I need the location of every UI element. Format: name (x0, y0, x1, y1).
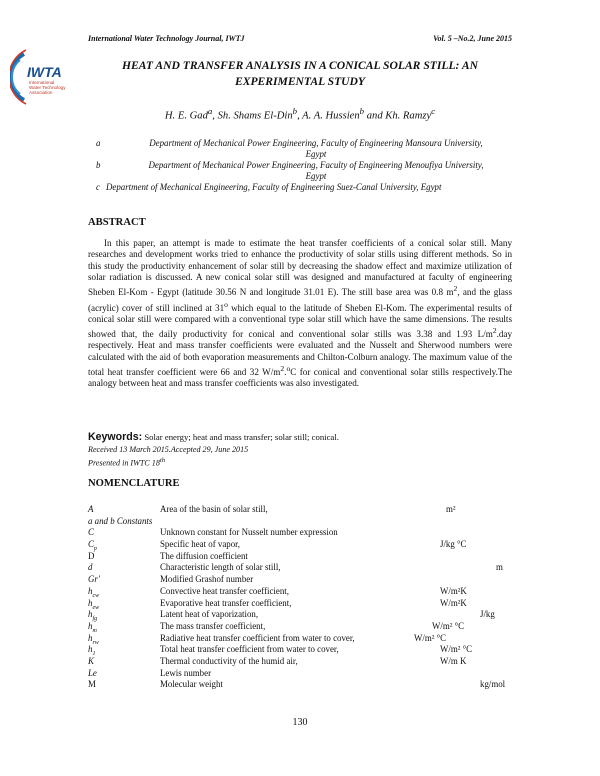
nomenclature-description: Latent heat of vaporization, (160, 609, 259, 620)
keywords-label: Keywords: (88, 431, 143, 443)
nomenclature-row (88, 656, 512, 668)
logo-line2: Water Technology (29, 85, 66, 90)
superscript: 2 (453, 284, 458, 294)
nomenclature-description: Radiative heat transfer coefficient from water to cover, (160, 632, 355, 643)
superscript: o (286, 364, 291, 374)
nomenclature-unit: J/kg (480, 609, 495, 620)
nomenclature-row (88, 539, 512, 551)
nomenclature-row (88, 644, 512, 656)
nomenclature-row (88, 668, 512, 680)
author-separator: and (364, 110, 386, 122)
nomenclature-unit: W/m²K (440, 597, 467, 608)
nomenclature-description: Evaporative heat transfer coefficient, (160, 597, 292, 608)
nomenclature-row (88, 574, 512, 586)
received-date: Received 13 March 2015.Accepted 29, June 2015 (88, 445, 249, 454)
author-name: A. A. Hussien (302, 110, 360, 122)
running-head (88, 34, 512, 46)
nomenclature-symbol: $h_{rw}$ (88, 632, 99, 646)
nomenclature-description: Lewis number (160, 667, 212, 678)
nomenclature-symbol: d (88, 562, 93, 573)
superscript: th (159, 457, 166, 464)
nomenclature-description: Unknown constant for Nusselt number expression (160, 527, 338, 538)
presented-text: Presented in IWTC 18 (88, 458, 160, 468)
nomenclature-symbol: $h_{fg}$ (88, 609, 98, 622)
nomenclature-row (88, 633, 512, 645)
logo-line1: International (29, 80, 55, 85)
author-affil-mark: c (431, 106, 436, 116)
superscript: 2 (280, 364, 285, 374)
logo-line3: Association (29, 90, 53, 95)
author-separator: , (212, 110, 218, 122)
nomenclature-unit: m (496, 562, 503, 573)
author-list (90, 106, 510, 122)
abstract-heading: ABSTRACT (88, 217, 146, 228)
nomenclature-symbol: $h_1$ (88, 644, 96, 658)
page-number: 130 (292, 717, 308, 728)
affiliation-text: Department of Mechanical Power Engineering, Faculty of Engineering Menoufiya University, (148, 160, 484, 170)
title-line-1: HEAT AND TRANSFER ANALYSIS IN A CONICAL SOLAR STILL: AN (122, 59, 478, 72)
logo-main-text: IWTA (27, 64, 62, 80)
nomenclature-description: Convective heat transfer coefficient, (160, 585, 289, 596)
nomenclature-row (88, 516, 512, 528)
nomenclature-description: Total heat transfer coefficient from water to cover, (160, 644, 339, 655)
nomenclature-row (88, 562, 512, 574)
affiliation-list (96, 138, 526, 193)
author-name: Sh. Shams El-Din (217, 110, 293, 122)
author-separator: , (297, 110, 303, 122)
author-affil-mark: a (207, 106, 213, 116)
presented-at (88, 455, 248, 469)
affiliation-b (96, 160, 526, 182)
author-affil-mark: b (359, 106, 365, 116)
abstract-text (88, 238, 512, 390)
nomenclature-description: Modified Grashof number (160, 574, 254, 585)
nomenclature-row (88, 586, 512, 598)
nomenclature-row (88, 527, 512, 539)
nomenclature-heading: NOMENCLATURE (88, 478, 180, 489)
nomenclature-symbol: K (88, 655, 94, 666)
nomenclature-unit: W/m²K (440, 585, 467, 596)
nomenclature-unit: m² (446, 504, 456, 514)
title-line-2: EXPERIMENTAL STUDY (234, 75, 366, 88)
affiliation-letter: a (96, 138, 101, 148)
affiliation-country: Egypt (305, 149, 327, 159)
nomenclature-row (88, 598, 512, 610)
nomenclature-unit: W/m² °C (440, 644, 473, 655)
affiliation-letter: b (96, 160, 101, 170)
volume-info: Vol. 5 –No.2, June 2015 (433, 34, 512, 43)
nomenclature-symbol: $C_p$ (88, 539, 97, 552)
affiliation-a (96, 138, 526, 160)
nomenclature-symbol: M (88, 679, 96, 690)
nomenclature-description: Molecular weight (160, 679, 223, 690)
nomenclature-unit: W/m² °C (414, 632, 447, 643)
nomenclature-row (88, 609, 512, 621)
abstract-segment: which equal to the latitude of Sheben El-Kom. The experimental results of conical solar still were compared with a conventional type solar still which have the same dimensions. The results showed that, the daily productivity for conical and conventional solar stills was 3.38 and 1.93 L/m (88, 302, 512, 340)
nomenclature-row (88, 621, 512, 633)
nomenclature-description: The diffusion coefficient (160, 550, 248, 561)
abstract-segment: , and the glass (acrylic) cover of still inclined at 31 (88, 287, 512, 313)
nomenclature-row (88, 504, 512, 516)
nomenclature-row (88, 679, 512, 691)
nomenclature-symbol: A (88, 504, 94, 514)
nomenclature-row (88, 551, 512, 563)
keywords (88, 431, 512, 443)
abstract-segment: .day respectively. Heat and mass transfer coefficients were evaluated and the Nusselt and Sherwood numbers were calculated with the aid of both evaporation measurements and Chilton-Colburn analogy. The maximum value of the total heat transfer coefficient were 66 and 32 W/m (88, 329, 512, 378)
iwta-logo (10, 46, 70, 108)
publication-dates (88, 444, 248, 469)
affiliation-text: Department of Mechanical Power Engineering, Faculty of Engineering Mansoura University, (149, 138, 483, 148)
nomenclature-unit: W/m² °C (432, 620, 465, 631)
nomenclature-description: Area of the basin of solar still, (160, 504, 268, 514)
keywords-text: Solar energy; heat and mass transfer; solar still; conical. (142, 432, 339, 442)
paper-title (90, 58, 510, 90)
nomenclature-symbol: a and b Constants (88, 515, 153, 526)
nomenclature-symbol: $h_{ew}$ (88, 597, 100, 611)
abstract-segment: C for conical and conventional solar stills respectively.The analogy between heat and mass transfer coefficients was also investigated. (88, 367, 512, 389)
nomenclature-unit: J/kg °C (440, 539, 467, 550)
nomenclature-unit: kg/mol (480, 679, 506, 690)
abstract-segment: In this paper, an attempt is made to estimate the heat transfer coefficients of a conical solar still. Many researches and development works tried to enhance the productivity of solar stills using different methods. So in this study the productivity enhancement of solar still by decreasing the shadow effect and maximize utilization of solar radiation is discussed. A new conical solar still was designed and manufactured at faculty of engineering Sheben El-Kom - Egypt (latitude 30.56 N and longitude 31.01 E). The still base area was 0.8 m (88, 238, 512, 298)
journal-name: International Water Technology Journal, IWTJ (88, 34, 245, 43)
nomenclature-symbol: Gr' (88, 574, 100, 585)
nomenclature-symbol: D (88, 550, 95, 561)
author-name: Kh. Ramzy (385, 110, 432, 122)
nomenclature-symbol: Le (88, 667, 97, 678)
abstract-segment: . (284, 367, 287, 378)
author-name: H. E. Gad (164, 110, 208, 122)
nomenclature-table (88, 504, 512, 691)
nomenclature-symbol: C (88, 527, 94, 538)
affiliation-country: Egypt (305, 171, 327, 181)
affiliation-text: Department of Mechanical Engineering, Faculty of Engineering Suez-Canal University, Egypt (106, 182, 442, 192)
nomenclature-unit: W/m K (440, 655, 467, 666)
superscript: 2 (492, 326, 497, 336)
nomenclature-symbol: $h_{cw}$ (88, 585, 100, 599)
affiliation-c (96, 182, 526, 193)
affiliation-letter: c (96, 182, 100, 192)
nomenclature-description: Thermal conductivity of the humid air, (160, 655, 298, 666)
nomenclature-description: Specific heat of vapor, (160, 539, 240, 550)
nomenclature-description: The mass transfer coefficient, (160, 620, 266, 631)
author-affil-mark: b (292, 106, 298, 116)
nomenclature-description: Characteristic length of solar still, (160, 562, 281, 573)
nomenclature-symbol: $h_m$ (88, 620, 97, 634)
superscript: o (224, 299, 228, 309)
